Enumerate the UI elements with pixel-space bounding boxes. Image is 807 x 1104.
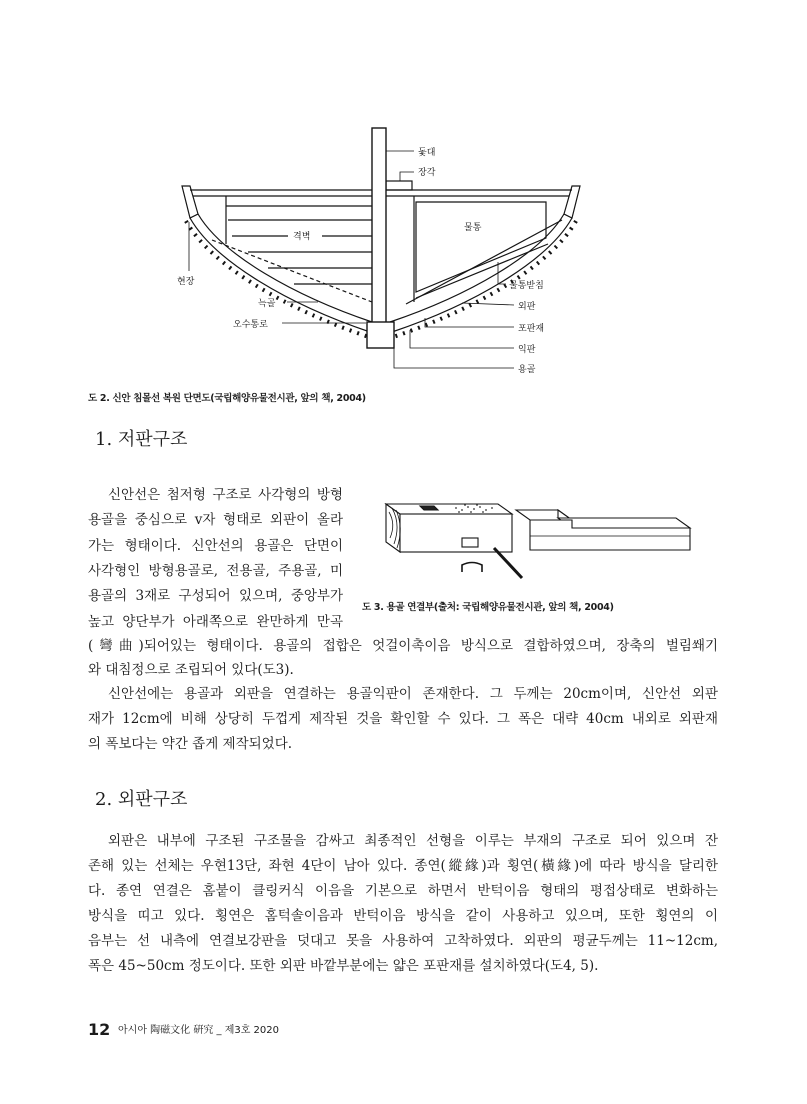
figure-3-caption: 도 3. 용골 연결부(출처: 국립해양유물전시관, 앞의 책, 2004) [362,602,614,613]
left-keel-front-face [400,514,512,552]
paragraph-line: 높고 양단부가 아래쪽으로 완만하게 만곡 [88,614,343,630]
label-keel: 용골 [518,365,536,375]
gunwale-right [564,186,580,218]
paragraph-line: 음부는 선 내측에 연결보강판을 덧대고 못을 사용하여 고착하였다. 외판의 평균두께는 11~12cm, [88,933,718,949]
page-number: 12 [88,1020,111,1039]
paragraph-line: 용골을 중심으로 v자 형태로 외판이 올라 [88,512,343,528]
paragraph-line: 가는 형태이다. 신안선의 용골은 단면이 [88,538,343,554]
hull-outer-right [392,218,572,332]
mast [372,128,386,324]
right-keel-top-face [558,518,690,528]
paragraph-line: 외판은 내부에 구조된 구조물을 감싸고 최종적인 선형을 이루는 부재의 구조로 되어 있으며 잔 [108,833,718,849]
paragraph-line: (彎曲)되어있는 형태이다. 용골의 접합은 엇걸이촉이음 방식으로 결합하였으며, 장축의 벌림쐐기 [88,638,718,654]
iron-clamp [462,563,482,573]
left-keel-notch [462,538,478,547]
iron-plate [420,506,438,510]
left-keel-top-face [386,504,512,514]
rib-right-line [406,220,562,304]
paragraph-line: 방식을 띠고 있다. 횡연은 홈턱솔이음과 반턱이음 방식을 같이 사용하고 있으며, 또한 횡연의 이 [88,908,718,924]
journal-running-footer: 아시아 陶磁文化 硏究 _ 제3호 2020 [118,1025,280,1036]
paragraph-line: 재가 12cm에 비해 상당히 두껍게 제작된 것을 확인할 수 있다. 그 폭은 대략 40cm 내외로 외판재 [88,711,718,727]
label-janggak: 장각 [418,168,436,178]
paragraph-line: 사각형인 방형용골로, 전용골, 주용골, 미 [88,563,343,579]
label-outer-plank: 외판 [518,302,536,312]
hull-clinker-right [393,221,576,337]
label-wing-plank: 익판 [518,345,536,355]
label-mast: 돛대 [418,148,436,158]
figure-2-caption: 도 2. 신안 침몰선 복원 단면도(국립해양유물전시관, 앞의 책, 2004) [88,393,366,404]
label-hyeonjang: 현장 [177,277,195,287]
janggak-block [386,181,412,190]
paragraph-line: 폭은 45~50cm 정도이다. 또한 외판 바깥부분에는 얇은 포판재를 설치하였다(도4, 5). [88,958,599,974]
gunwale-left [182,186,198,218]
ship-cross-section-diagram [160,120,600,385]
section-1-heading: 1. 저판구조 [95,429,188,450]
leader-keel [394,348,514,368]
paragraph-line: 다. 종연 연결은 홈붙이 클링커식 이음을 기본으로 하면서 반턱이음 형태의 평접상태로 변화하는 [88,883,718,899]
section-2-heading: 2. 외판구조 [95,789,188,810]
leader-popanjae [425,318,514,327]
keel-joint-diagram [380,488,695,588]
leader-wing-plank [410,330,514,348]
leader-janggak [400,172,414,181]
water-tank-box [416,202,546,292]
label-rib: 늑골 [258,299,276,309]
paragraph-line: 신안선은 첨저형 구조로 사각형의 방형 [108,487,343,503]
hull-clinker-left [186,221,369,337]
paragraph-line: 존해 있는 선체는 우현13단, 좌현 4단이 남아 있다. 종연(縱緣)과 횡연(橫緣)에 따라 방식을 달리한 [88,858,718,874]
paragraph-line: 용골의 3재로 구성되어 있으며, 중앙부가 [88,588,343,604]
hull-outer-left [190,218,370,332]
keel-block [367,322,394,348]
paragraph-line: 와 대침정으로 조립되어 있다(도3). [88,662,294,678]
label-drain: 오수통로 [233,320,268,330]
label-water-tank: 물통 [464,223,482,233]
rib-dashed-line [212,240,372,302]
label-popanjae: 포판재 [518,324,545,334]
paragraph-line: 신안선에는 용골과 외판을 연결하는 용골익판이 존재한다. 그 두께는 20cm이며, 신안선 외판 [108,686,718,702]
label-bulkhead: 격벽 [293,232,311,242]
label-water-tank-support: 물통받침 [509,281,544,291]
paragraph-line: 의 폭보다는 약간 좁게 제작되었다. [88,736,293,752]
